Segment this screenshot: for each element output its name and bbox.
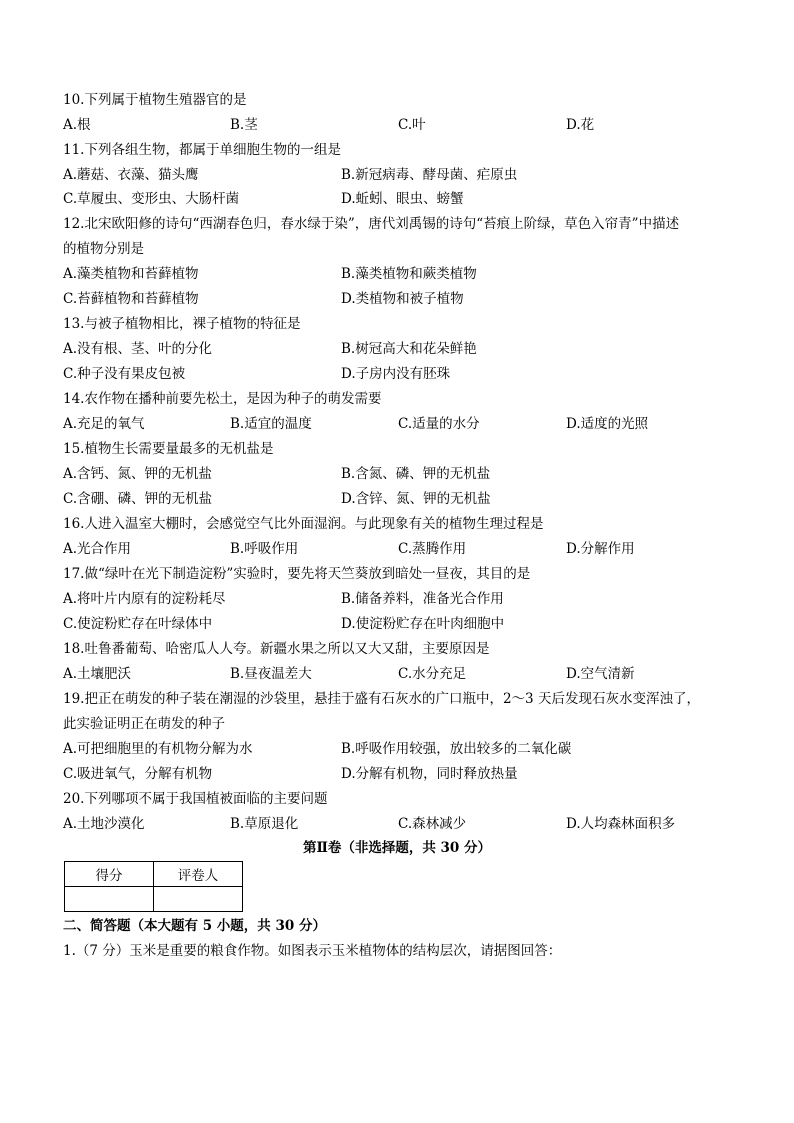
question-15-options-ab [63, 465, 743, 483]
question-18-stem: 18.吐鲁番葡萄、哈密瓜人人夸。新疆水果之所以又大又甜，主要原因是 [63, 641, 490, 657]
question-17-options-ab [63, 590, 743, 608]
option-d: D.使淀粉贮存在叶肉细胞中 [341, 616, 505, 632]
score-header: 得分 [65, 862, 154, 887]
option-d: D.空气清新 [566, 666, 635, 682]
question-19-options-ab [63, 740, 743, 758]
question-12-options-ab [63, 265, 743, 283]
option-c: C.草履虫、变形虫、大肠杆菌 [63, 191, 240, 207]
option-d: D.花 [566, 117, 595, 133]
option-b: B.适宜的温度 [230, 416, 312, 432]
question-13-options-ab [63, 340, 743, 358]
question-10-stem: 10.下列属于植物生殖器官的是 [63, 92, 247, 108]
option-a: A.土壤肥沃 [63, 666, 132, 682]
question-12-stem: 12.北宋欧阳修的诗句“西湖春色归，春水绿于染”，唐代刘禹锡的诗句“苔痕上阶绿，草色入帘青”中描述 [63, 216, 680, 232]
short-answer-question-1: 1.（7 分）玉米是重要的粮食作物。如图表示玉米植物体的结构层次，请据图回答： [63, 943, 562, 959]
question-20-options [63, 815, 743, 833]
option-b: B.藻类植物和蕨类植物 [341, 266, 477, 282]
question-12-stem-cont: 的植物分别是 [63, 241, 144, 257]
score-table [64, 861, 243, 912]
option-a: A.没有根、茎、叶的分化 [63, 341, 213, 357]
option-c: C.水分充足 [398, 666, 467, 682]
part-2-heading: 二、简答题（本大题有 5 小题，共 30 分） [63, 918, 326, 934]
option-a: A.含钙、氮、钾的无机盐 [63, 466, 213, 482]
question-17-options-cd [63, 615, 743, 633]
question-12-options-cd [63, 290, 743, 308]
question-11-options-cd [63, 190, 743, 208]
option-c: C.种子没有果皮包被 [63, 366, 186, 382]
option-a: A.蘑菇、衣藻、猫头鹰 [63, 167, 199, 183]
option-a: A.藻类植物和苔藓植物 [63, 266, 199, 282]
option-a: A.根 [63, 117, 91, 133]
option-b: B.呼吸作用较强，放出较多的二氧化碳 [341, 741, 572, 757]
score-cell [65, 887, 154, 912]
question-11-stem: 11.下列各组生物，都属于单细胞生物的一组是 [63, 142, 341, 158]
question-14-stem: 14.农作物在播种前要先松土，是因为种子的萌发需要 [63, 391, 382, 407]
question-11-options-ab [63, 166, 743, 184]
option-a: A.可把细胞里的有机物分解为水 [63, 741, 253, 757]
option-a: A.充足的氧气 [63, 416, 145, 432]
option-b: B.储备养料，准备光合作用 [341, 591, 504, 607]
option-b: B.树冠高大和花朵鲜艳 [341, 341, 477, 357]
option-a: A.土地沙漠化 [63, 816, 145, 832]
option-a: A.将叶片内原有的淀粉耗尽 [63, 591, 226, 607]
option-c: C.适量的水分 [398, 416, 480, 432]
option-c: C.含硼、磷、钾的无机盐 [63, 491, 213, 507]
question-16-stem: 16.人进入温室大棚时，会感觉空气比外面湿润。与此现象有关的植物生理过程是 [63, 516, 544, 532]
question-18-options [63, 665, 743, 683]
question-13-stem: 13.与被子植物相比，裸子植物的特征是 [63, 316, 301, 332]
grader-header: 评卷人 [154, 862, 243, 887]
question-15-stem: 15.植物生长需要量最多的无机盐是 [63, 441, 274, 457]
option-c: C.蒸腾作用 [398, 541, 467, 557]
option-d: D.子房内没有胚珠 [341, 366, 451, 382]
option-b: B.茎 [230, 117, 258, 133]
question-15-options-cd [63, 490, 743, 508]
option-b: B.昼夜温差大 [230, 666, 312, 682]
question-20-stem: 20.下列哪项不属于我国植被面临的主要问题 [63, 791, 328, 807]
option-c: C.叶 [398, 117, 426, 133]
question-13-options-cd [63, 365, 743, 383]
option-b: B.含氮、磷、钾的无机盐 [341, 466, 491, 482]
option-c: C.苔藓植物和苔藓植物 [63, 291, 199, 307]
option-d: D.蚯蚓、眼虫、螃蟹 [341, 191, 464, 207]
question-19-stem: 19.把正在萌发的种子装在潮湿的沙袋里，悬挂于盛有石灰水的广口瓶中，2～3 天后发现石灰水变浑浊了， [63, 691, 700, 707]
option-d: D.分解有机物，同时释放热量 [341, 766, 518, 782]
option-b: B.草原退化 [230, 816, 299, 832]
option-c: C.森林减少 [398, 816, 467, 832]
option-d: D.类植物和被子植物 [341, 291, 464, 307]
option-b: B.新冠病毒、酵母菌、疟原虫 [341, 167, 518, 183]
option-d: D.适度的光照 [566, 416, 649, 432]
option-b: B.呼吸作用 [230, 541, 299, 557]
option-d: D.分解作用 [566, 541, 635, 557]
question-19-stem-cont: 此实验证明正在萌发的种子 [63, 716, 225, 732]
option-c: C.吸进氧气，分解有机物 [63, 766, 213, 782]
option-c: C.使淀粉贮存在叶绿体中 [63, 616, 213, 632]
question-10-options [63, 116, 743, 134]
question-17-stem: 17.做“绿叶在光下制造淀粉”实验时，要先将天竺葵放到暗处一昼夜，其目的是 [63, 566, 531, 582]
option-d: D.含锌、氮、钾的无机盐 [341, 491, 491, 507]
section-2-title: 第Ⅱ卷（非选择题，共 30 分） [302, 840, 492, 856]
question-16-options [63, 540, 743, 558]
question-14-options [63, 415, 743, 433]
option-a: A.光合作用 [63, 541, 132, 557]
question-19-options-cd [63, 765, 743, 783]
option-d: D.人均森林面积多 [566, 816, 676, 832]
grader-cell [154, 887, 243, 912]
